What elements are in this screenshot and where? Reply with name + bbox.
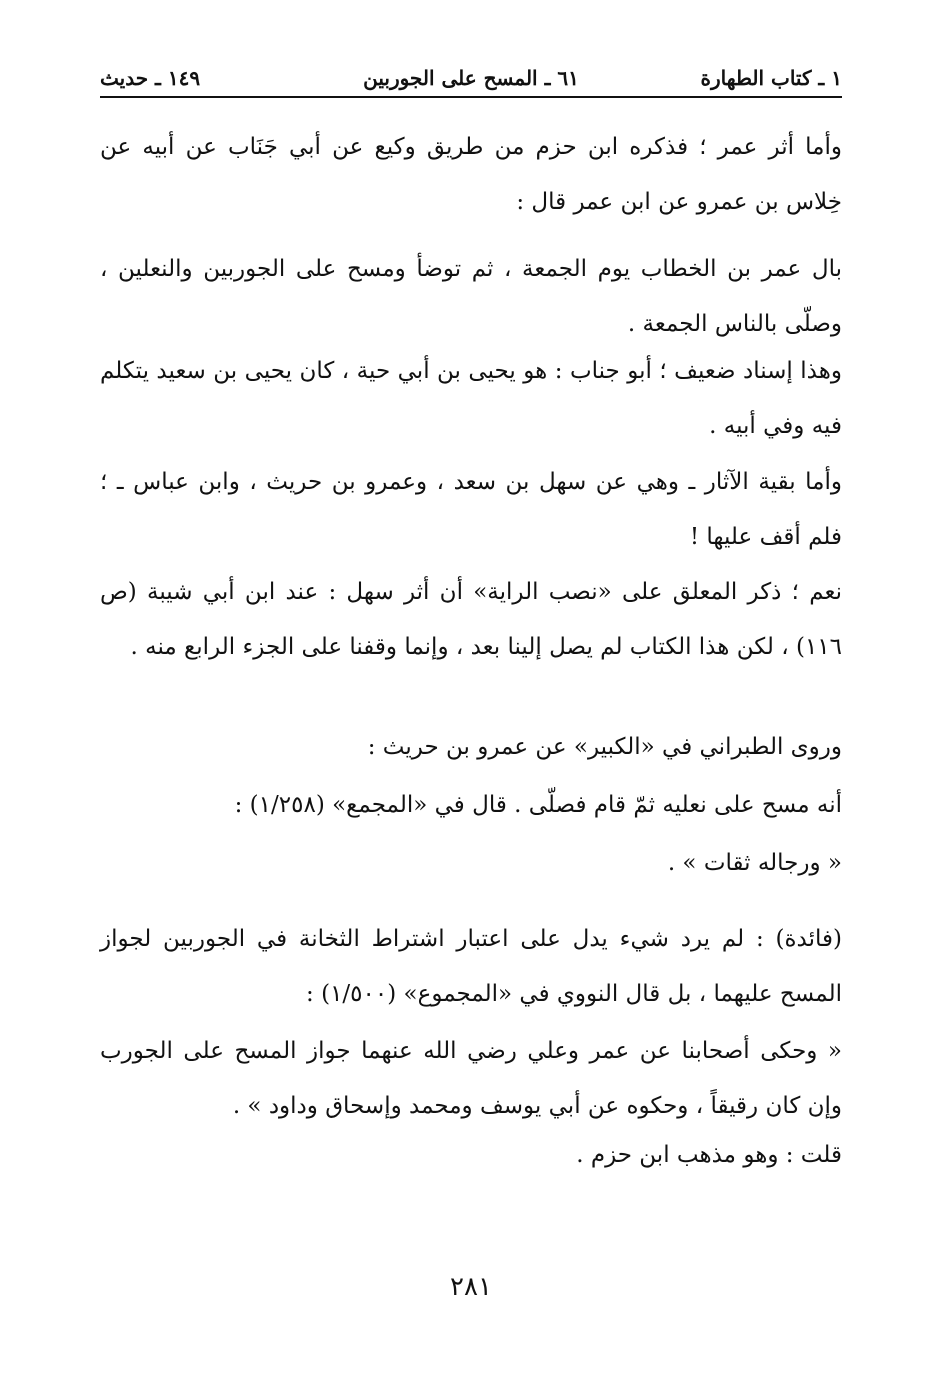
header-section-title: ٦١ ـ المسح على الجوربين [363,66,579,90]
header-book-chapter: ١ ـ كتاب الطهارة [700,66,842,90]
paragraph-nasb-al-raya: نعم ؛ ذكر المعلق على «نصب الراية» أن أثر سهل : عند ابن أبي شيبة (ص ١١٦) ، لكن هذا الكتاب لم يصل إلينا بعد ، وإنما وقفنا على الجزء الرابع منه . [100,579,842,660]
paragraph-nawawi-quote: « وحكى أصحابنا عن عمر وعلي رضي الله عنهما جواز المسح على الجورب وإن كان رقيقاً ، وحكوه عن أبي يوسف ومحمد وإسحاق وداود » . [100,1038,842,1119]
paragraph-ibn-hazm: قلت : وهو مذهب ابن حزم . [576,1142,842,1168]
header-hadith-number: ١٤٩ ـ حديث [100,66,201,90]
paragraph-faida: (فائدة) : لم يرد شيء يدل على اعتبار اشتراط الثخانة في الجوربين لجواز المسح عليهما ، بل قال النووي في «المجموع» (١/٥٠٠) : [100,926,842,1007]
paragraph-quoted-report: بال عمر بن الخطاب يوم الجمعة ، ثم توضأ ومسح على الجوربين والنعلين ، وصلّى بالناس الجمعة . [100,256,842,337]
paragraph-mash-nalayn: أنه مسح على نعليه ثمّ قام فصلّى . قال في «المجمع» (١/٢٥٨) : [234,792,842,818]
paragraph-remaining-athar: وأما بقية الآثار ـ وهي عن سهل بن سعد ، وعمرو بن حريث ، وابن عباس ـ ؛ فلم أقف عليها ! [100,469,842,550]
paragraph-isnad-weak: وهذا إسناد ضعيف ؛ أبو جناب : هو يحيى بن أبي حية ، كان يحيى بن سعيد يتكلم فيه وفي أبيه . [100,358,842,439]
page-number: ٢٨١ [450,1272,492,1302]
paragraph-thiqat: « ورجاله ثقات » . [667,850,842,876]
running-header [100,62,842,98]
paragraph-athar-umar: وأما أثر عمر ؛ فذكره ابن حزم من طريق وكيع عن أبي جَنَاب عن أبيه عن خِلاس بن عمرو عن ابن عمر قال : [100,134,842,215]
book-page [100,62,842,1332]
paragraph-tabarani: وروى الطبراني في «الكبير» عن عمرو بن حريث : [367,734,842,760]
